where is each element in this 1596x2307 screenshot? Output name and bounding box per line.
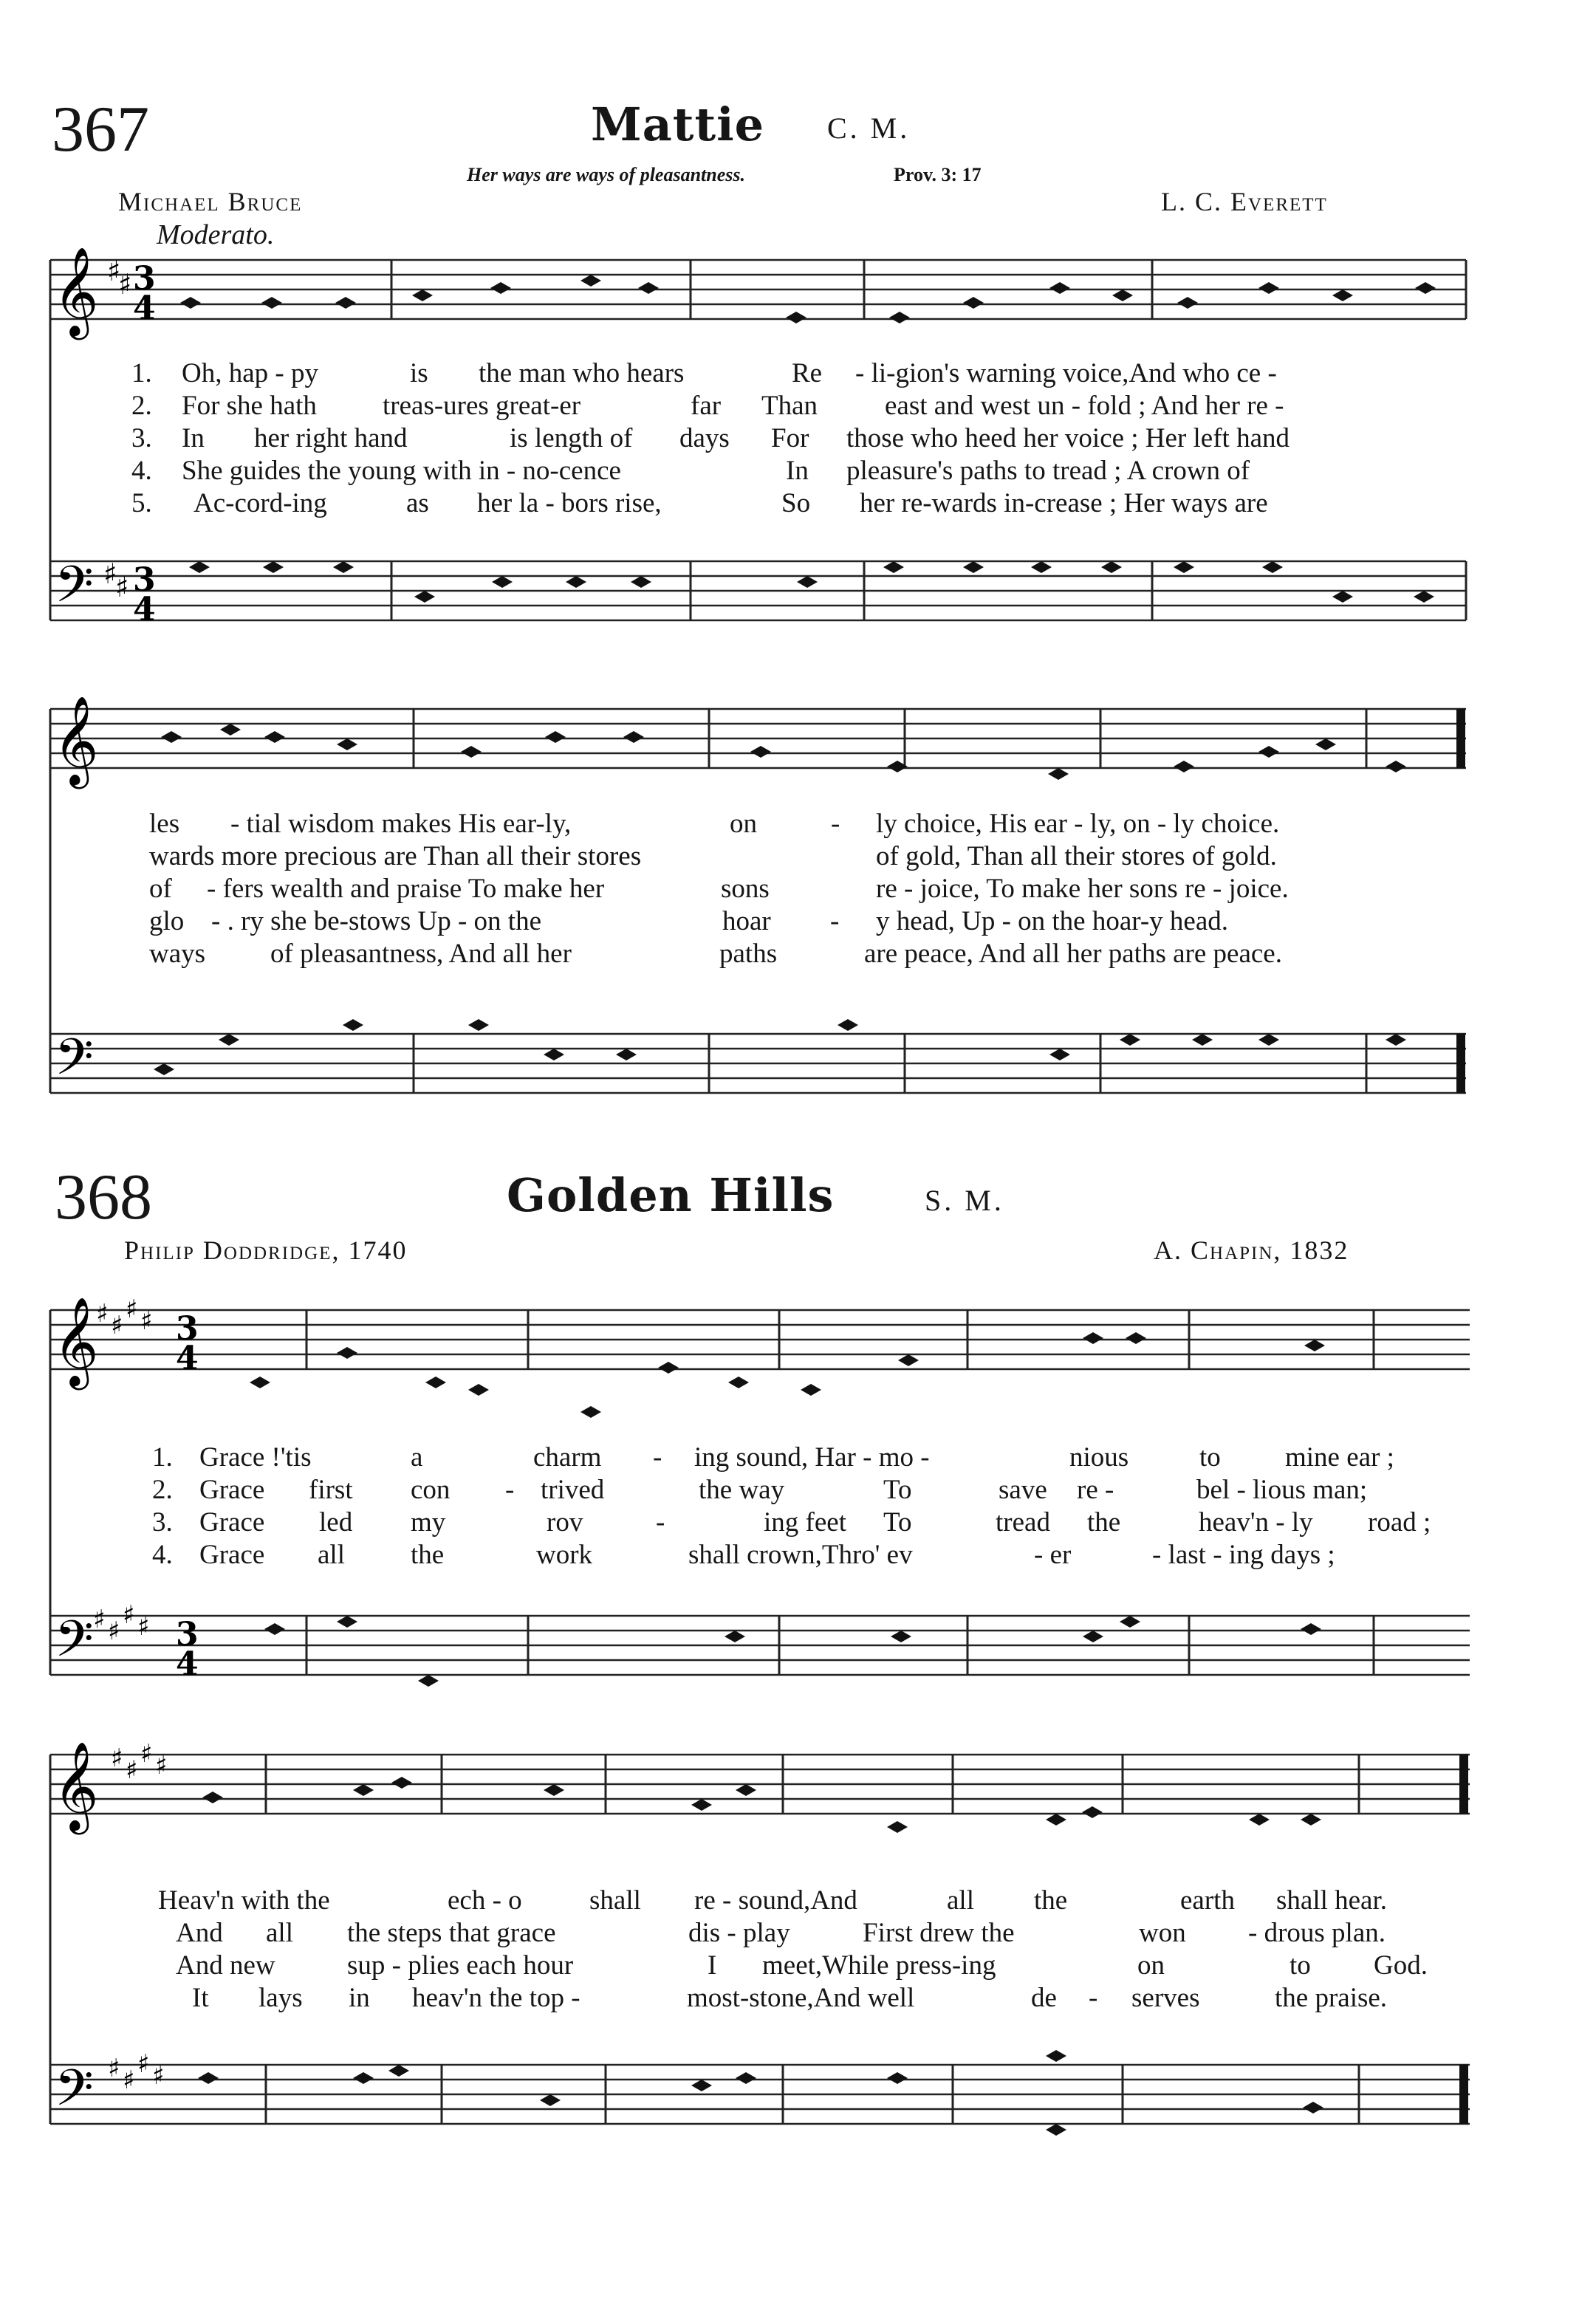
svg-text:♯: ♯ <box>123 2066 135 2095</box>
verse-line: 3. Grace led my rov - ing feet To tread the heav'n - ly road ; <box>152 1507 1431 1538</box>
svg-text:♯: ♯ <box>111 1744 123 1773</box>
verse-line: And new sup - plies each hour I meet,While press-ing on to God. <box>176 1950 1428 1981</box>
svg-text:3: 3 <box>133 260 156 298</box>
svg-text:4: 4 <box>176 1340 199 1377</box>
staff-treble-368-1 <box>50 1310 1470 1369</box>
verse-line: 1. Oh, hap - py is the man who hears Re - li-gion's warning voice,And who ce - <box>131 358 1277 388</box>
svg-text:♯: ♯ <box>118 268 132 301</box>
svg-text:♯: ♯ <box>126 1295 138 1324</box>
svg-text:𝄞: 𝄞 <box>53 246 99 336</box>
verse-line: 3. In her right hand is length of days For those who heed her voice ; Her left hand <box>131 423 1290 453</box>
verse-line: les - tial wisdom makes His ear-ly, on - ly choice, His ear - ly, on - ly choice. <box>149 809 1280 839</box>
author-credit: Michael Bruce <box>118 187 303 216</box>
svg-text:♯: ♯ <box>137 1612 150 1642</box>
staff-bass-368-2 <box>50 2065 1470 2124</box>
verse-line: 4. She guides the young with in - no-cence In pleasure's paths to tread ; A crown of <box>131 456 1250 486</box>
composer-credit: L. C. Everett <box>1161 187 1328 216</box>
svg-text:♯: ♯ <box>108 2054 120 2083</box>
hymn-title: Mattie <box>591 97 765 151</box>
svg-text:♯: ♯ <box>155 1751 168 1780</box>
verse-line: And all the steps that grace dis - play First drew the won - drous plan. <box>176 1918 1386 1948</box>
svg-text:𝄞: 𝄞 <box>53 1296 99 1386</box>
svg-text:𝄞: 𝄞 <box>53 695 99 785</box>
svg-text:♯: ♯ <box>111 1311 123 1340</box>
svg-text:𝄢: 𝄢 <box>55 1611 94 1681</box>
verse-line: It lays in heav'n the top - most-stone,And well de - serves the praise. <box>192 1983 1388 2013</box>
composer-credit: A. Chapin, 1832 <box>1154 1235 1349 1265</box>
svg-text:♯: ♯ <box>126 1755 138 1785</box>
svg-text:♯: ♯ <box>137 2049 150 2079</box>
svg-text:3: 3 <box>176 1310 199 1348</box>
svg-text:4: 4 <box>133 591 156 628</box>
svg-text:♯: ♯ <box>93 1605 106 1634</box>
epigraph: Her ways are ways of pleasantness. <box>467 164 745 185</box>
verse-line: 4. Grace all the work shall crown,Thro' ev - er - last - ing days ; <box>152 1540 1335 1570</box>
verse-line: wards more precious are Than all their stores of gold, Than all their stores of gold. <box>149 841 1277 871</box>
svg-text:3: 3 <box>176 1616 199 1653</box>
verse-line: 5. Ac-cord-ing as her la - bors rise, So her re-wards in-crease ; Her ways are <box>131 488 1268 518</box>
svg-text:♯: ♯ <box>140 1739 153 1769</box>
verse-line: 2. Grace first con - trived the way To save re - bel - lious man; <box>152 1475 1368 1505</box>
svg-text:3: 3 <box>133 561 156 599</box>
svg-text:♯: ♯ <box>152 2061 165 2091</box>
verse-line: glo - . ry she be-stows Up - on the hoar - y head, Up - on the hoar-y head. <box>149 906 1229 936</box>
svg-text:4: 4 <box>133 289 156 327</box>
hymn-title: Golden Hills <box>507 1168 835 1222</box>
hymn-number: 367 <box>52 94 149 165</box>
staff-treble-368-2 <box>50 1755 1470 1814</box>
verse-line: ways of pleasantness, And all her paths are peace, And all her paths are peace. <box>149 939 1282 969</box>
hymn-meter: C. M. <box>827 112 911 145</box>
svg-text:𝄢: 𝄢 <box>55 1029 94 1099</box>
svg-text:♯: ♯ <box>96 1299 109 1329</box>
svg-text:𝄞: 𝄞 <box>53 1741 99 1831</box>
svg-text:♯: ♯ <box>123 1600 135 1630</box>
svg-text:♯: ♯ <box>103 558 117 590</box>
author-credit: Philip Doddridge, 1740 <box>124 1235 408 1265</box>
hymn-number: 368 <box>55 1162 152 1233</box>
verse-line: 2. For she hath treas-ures great-er far Than east and west un - fold ; And her re - <box>131 391 1284 421</box>
scripture-reference: Prov. 3: 17 <box>894 164 982 185</box>
svg-text:♯: ♯ <box>108 1617 120 1646</box>
svg-text:𝄢: 𝄢 <box>55 2060 94 2130</box>
verse-line: 1. Grace !'tis a charm - ing sound, Har - mo - nious to mine ear ; <box>152 1442 1394 1473</box>
svg-text:♯: ♯ <box>115 571 129 603</box>
svg-text:4: 4 <box>176 1645 199 1683</box>
staff-bass-368-1 <box>50 1616 1470 1675</box>
svg-text:♯: ♯ <box>140 1306 153 1336</box>
tempo-marking: Moderato. <box>157 219 275 250</box>
hymn-meter: S. M. <box>925 1184 1004 1217</box>
verse-line: Heav'n with the ech - o shall re - sound,And all the earth shall hear. <box>158 1885 1388 1916</box>
verse-line: of - fers wealth and praise To make her sons re - joice, To make her sons re - joice. <box>149 874 1289 904</box>
svg-text:♯: ♯ <box>107 255 121 287</box>
svg-text:𝄢: 𝄢 <box>55 556 94 626</box>
